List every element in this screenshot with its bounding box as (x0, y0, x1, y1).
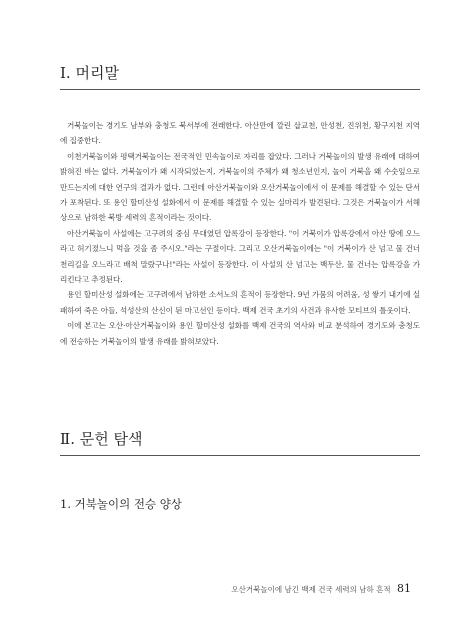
paragraph-2: 이천거북놀이와 평택거북놀이는 전국적인 민속놀이로 자리를 잡았다. 그러나 거북놀이의 발생 유래에 대하여 밝혀진 바는 없다. 거북놀이가 왜 시작되었는지, 거북놀이의 주체가 왜 청소년인지, 놀이 거북을 왜 수숫잎으로 만드는지에 대한 연구의 결과가 없다. 그런데 아산거북놀이와 오산거북놀이에서 이 문제를 해결할 수 있는 단서가 포착된다. 또 용인 할미산성 설화에서 이 문제를 해결할 수 있는 실마리가 발견된다. 그것은 거북놀이가 서해상으로 남하한 북방 세력의 흔적이라는 것이다. (60, 151, 420, 223)
running-title: 오산거북놀이에 남긴 백제 건국 세력의 남하 흔적 (231, 585, 391, 594)
section-heading-introduction: Ⅰ. 머리말 (60, 62, 420, 90)
section-heading-literature: Ⅱ. 문헌 탐색 (60, 428, 420, 456)
page-number: 81 (397, 582, 411, 595)
paragraph-4: 용인 할미산성 설화에는 고구려에서 남하한 소서노의 흔적이 등장한다. 9년 가뭄의 어려움, 성 쌓기 내기에 실패하여 죽은 아들, 석성산의 산신이 된 마고선인 등이다. 백제 건국 초기의 사건과 유사한 모티브의 틀웃이다. (60, 290, 420, 315)
page-footer (231, 582, 411, 595)
subsection-heading: 1. 거북놀이의 전승 양상 (60, 497, 182, 511)
body-text (60, 118, 420, 349)
paragraph-3: 아산거북놀이 사설에는 고구려의 중심 무대였던 압록강이 등장한다. "이 거북이가 압록강에서 아산 땅에 오느라고 허기졌느니 먹을 것을 좀 주시오."라는 구절이다. 그리고 오산거북놀이에는 "이 거북이가 산 넘고 물 건너 천리길을 오느라고 배척 말랐구나!"라는 사설이 등장한다. 이 사설의 산 넘고는 백두산, 물 건너는 압록강을 가리킨다고 추정된다. (60, 228, 420, 285)
paragraph-1: 거북놀이는 경기도 남부와 충청도 북서부에 전래한다. 아산만에 깔린 삽교천, 안성천, 진위천, 황구지천 지역에 집중한다. (60, 121, 420, 146)
paragraph-5: 이에 본고는 오산·아산거북놀이와 용인 할미산성 설화를 백제 건국의 역사와 비교 분석하여 경기도와 충청도에 전승하는 거북놀이의 발생 유래를 밝혀보았다. (60, 321, 420, 346)
